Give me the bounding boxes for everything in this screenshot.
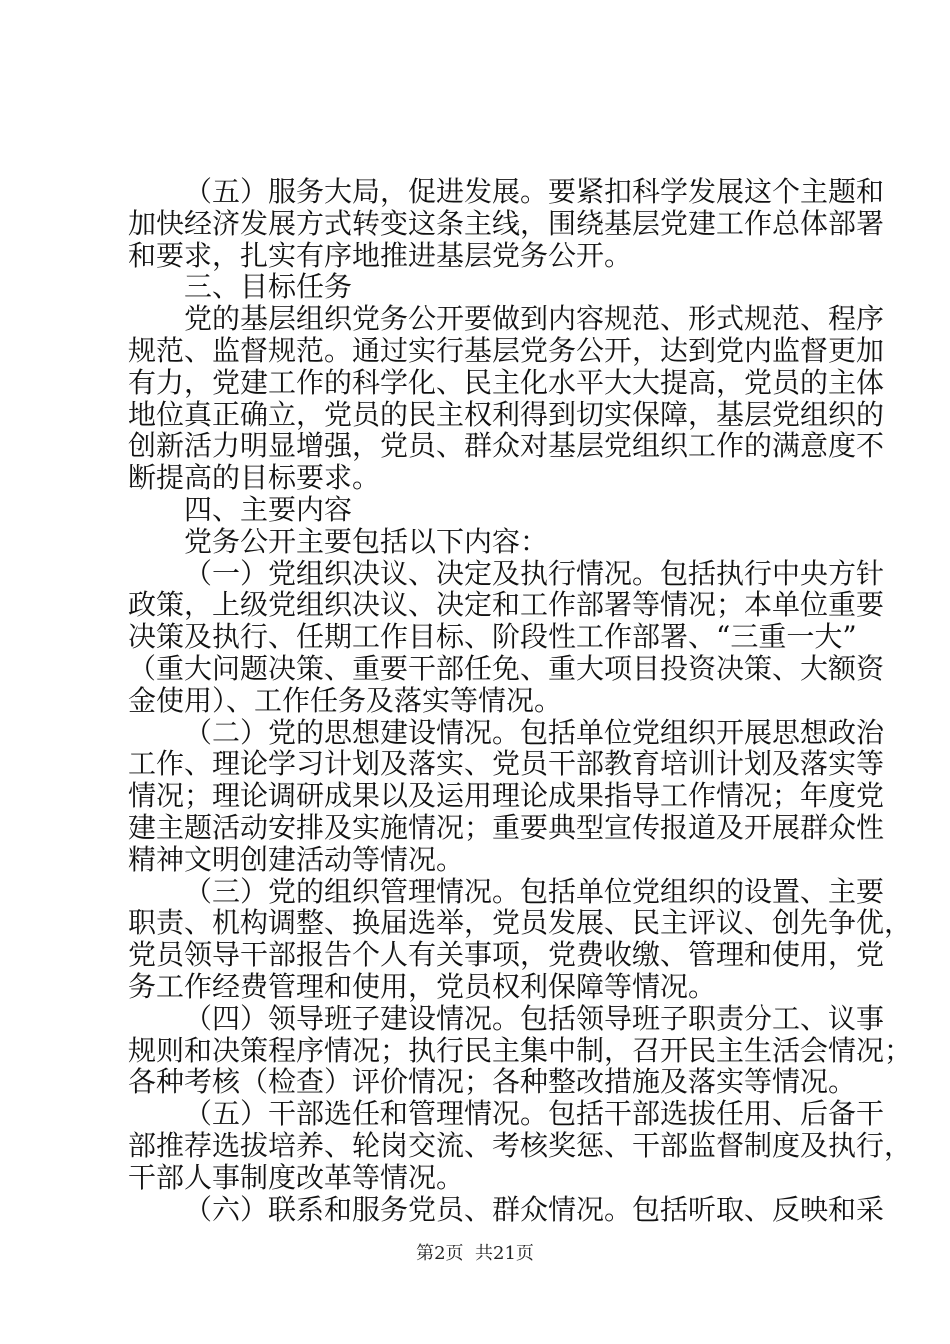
paragraph-line: 加快经济发展方式转变这条主线，围绕基层党建工作总体部署 [128,206,885,240]
paragraph-line: 工作、理论学习计划及落实、党员干部教育培训计划及落实等 [128,747,885,781]
paragraph-line: 干部人事制度改革等情况。 [128,1160,465,1194]
paragraph-line: 建主题活动安排及实施情况；重要典型宣传报道及开展群众性 [128,810,885,844]
paragraph-line: （一）党组织决议、决定及执行情况。包括执行中央方针 [184,556,885,590]
paragraph-line: （五）服务大局，促进发展。要紧扣科学发展这个主题和 [184,175,885,208]
paragraph-line: 党的基层组织党务公开要做到内容规范、形式规范、程序 [184,302,885,336]
paragraph-line: 和要求，扎实有序地推进基层党务公开。 [128,238,633,272]
paragraph-line: （重大问题决策、重要干部任免、重大项目投资决策、大额资 [128,651,885,685]
section-heading: 四、主要内容 [184,492,353,526]
paragraph-line: 精神文明创建活动等情况。 [128,842,465,876]
section-heading: 三、目标任务 [184,270,353,304]
paragraph-line: 党员领导干部报告个人有关事项，党费收缴、管理和使用，党 [128,938,885,972]
paragraph-line: （五）干部选任和管理情况。包括干部选拔任用、后备干 [184,1097,885,1131]
paragraph-line: 部推荐选拔培养、轮岗交流、考核奖惩、干部监督制度及执行， [128,1128,913,1162]
paragraph-line: 职责、机构调整、换届选举，党员发展、民主评议、创先争优， [128,906,913,940]
paragraph-line: 决策及执行、任期工作目标、阶段性工作部署、“三重一大” [128,620,857,654]
paragraph-line: 地位真正确立，党员的民主权利得到切实保障，基层党组织的 [128,397,885,431]
paragraph-line: 各种考核（检查）评价情况；各种整改措施及落实等情况。 [128,1065,857,1099]
paragraph-line: 党务公开主要包括以下内容： [184,524,549,558]
paragraph-line: 政策，上级党组织决议、决定和工作部署等情况；本单位重要 [128,588,885,622]
paragraph-line: （二）党的思想建设情况。包括单位党组织开展思想政治 [184,715,885,749]
paragraph-line: 规则和决策程序情况；执行民主集中制，召开民主生活会情况； [128,1033,913,1067]
document-body [128,175,913,1226]
paragraph-line: 情况；理论调研成果以及运用理论成果指导工作情况；年度党 [128,779,885,813]
paragraph-line: 规范、监督规范。通过实行基层党务公开，达到党内监督更加 [128,333,885,367]
paragraph-line: 有力，党建工作的科学化、民主化水平大大提高，党员的主体 [128,365,885,399]
paragraph-line: （四）领导班子建设情况。包括领导班子职责分工、议事 [184,1001,885,1035]
paragraph-line: （三）党的组织管理情况。包括单位党组织的设置、主要 [184,874,885,908]
page-number-footer: 第2页 共21页 [416,1243,534,1264]
paragraph-line: （六）联系和服务党员、群众情况。包括听取、反映和采 [184,1192,885,1226]
paragraph-line: 创新活力明显增强，党员、群众对基层党组织工作的满意度不 [128,429,885,463]
paragraph-line: 务工作经费管理和使用，党员权利保障等情况。 [128,969,717,1003]
paragraph-line: 金使用）、工作任务及落实等情况。 [128,683,563,717]
paragraph-line: 断提高的目标要求。 [128,461,381,495]
